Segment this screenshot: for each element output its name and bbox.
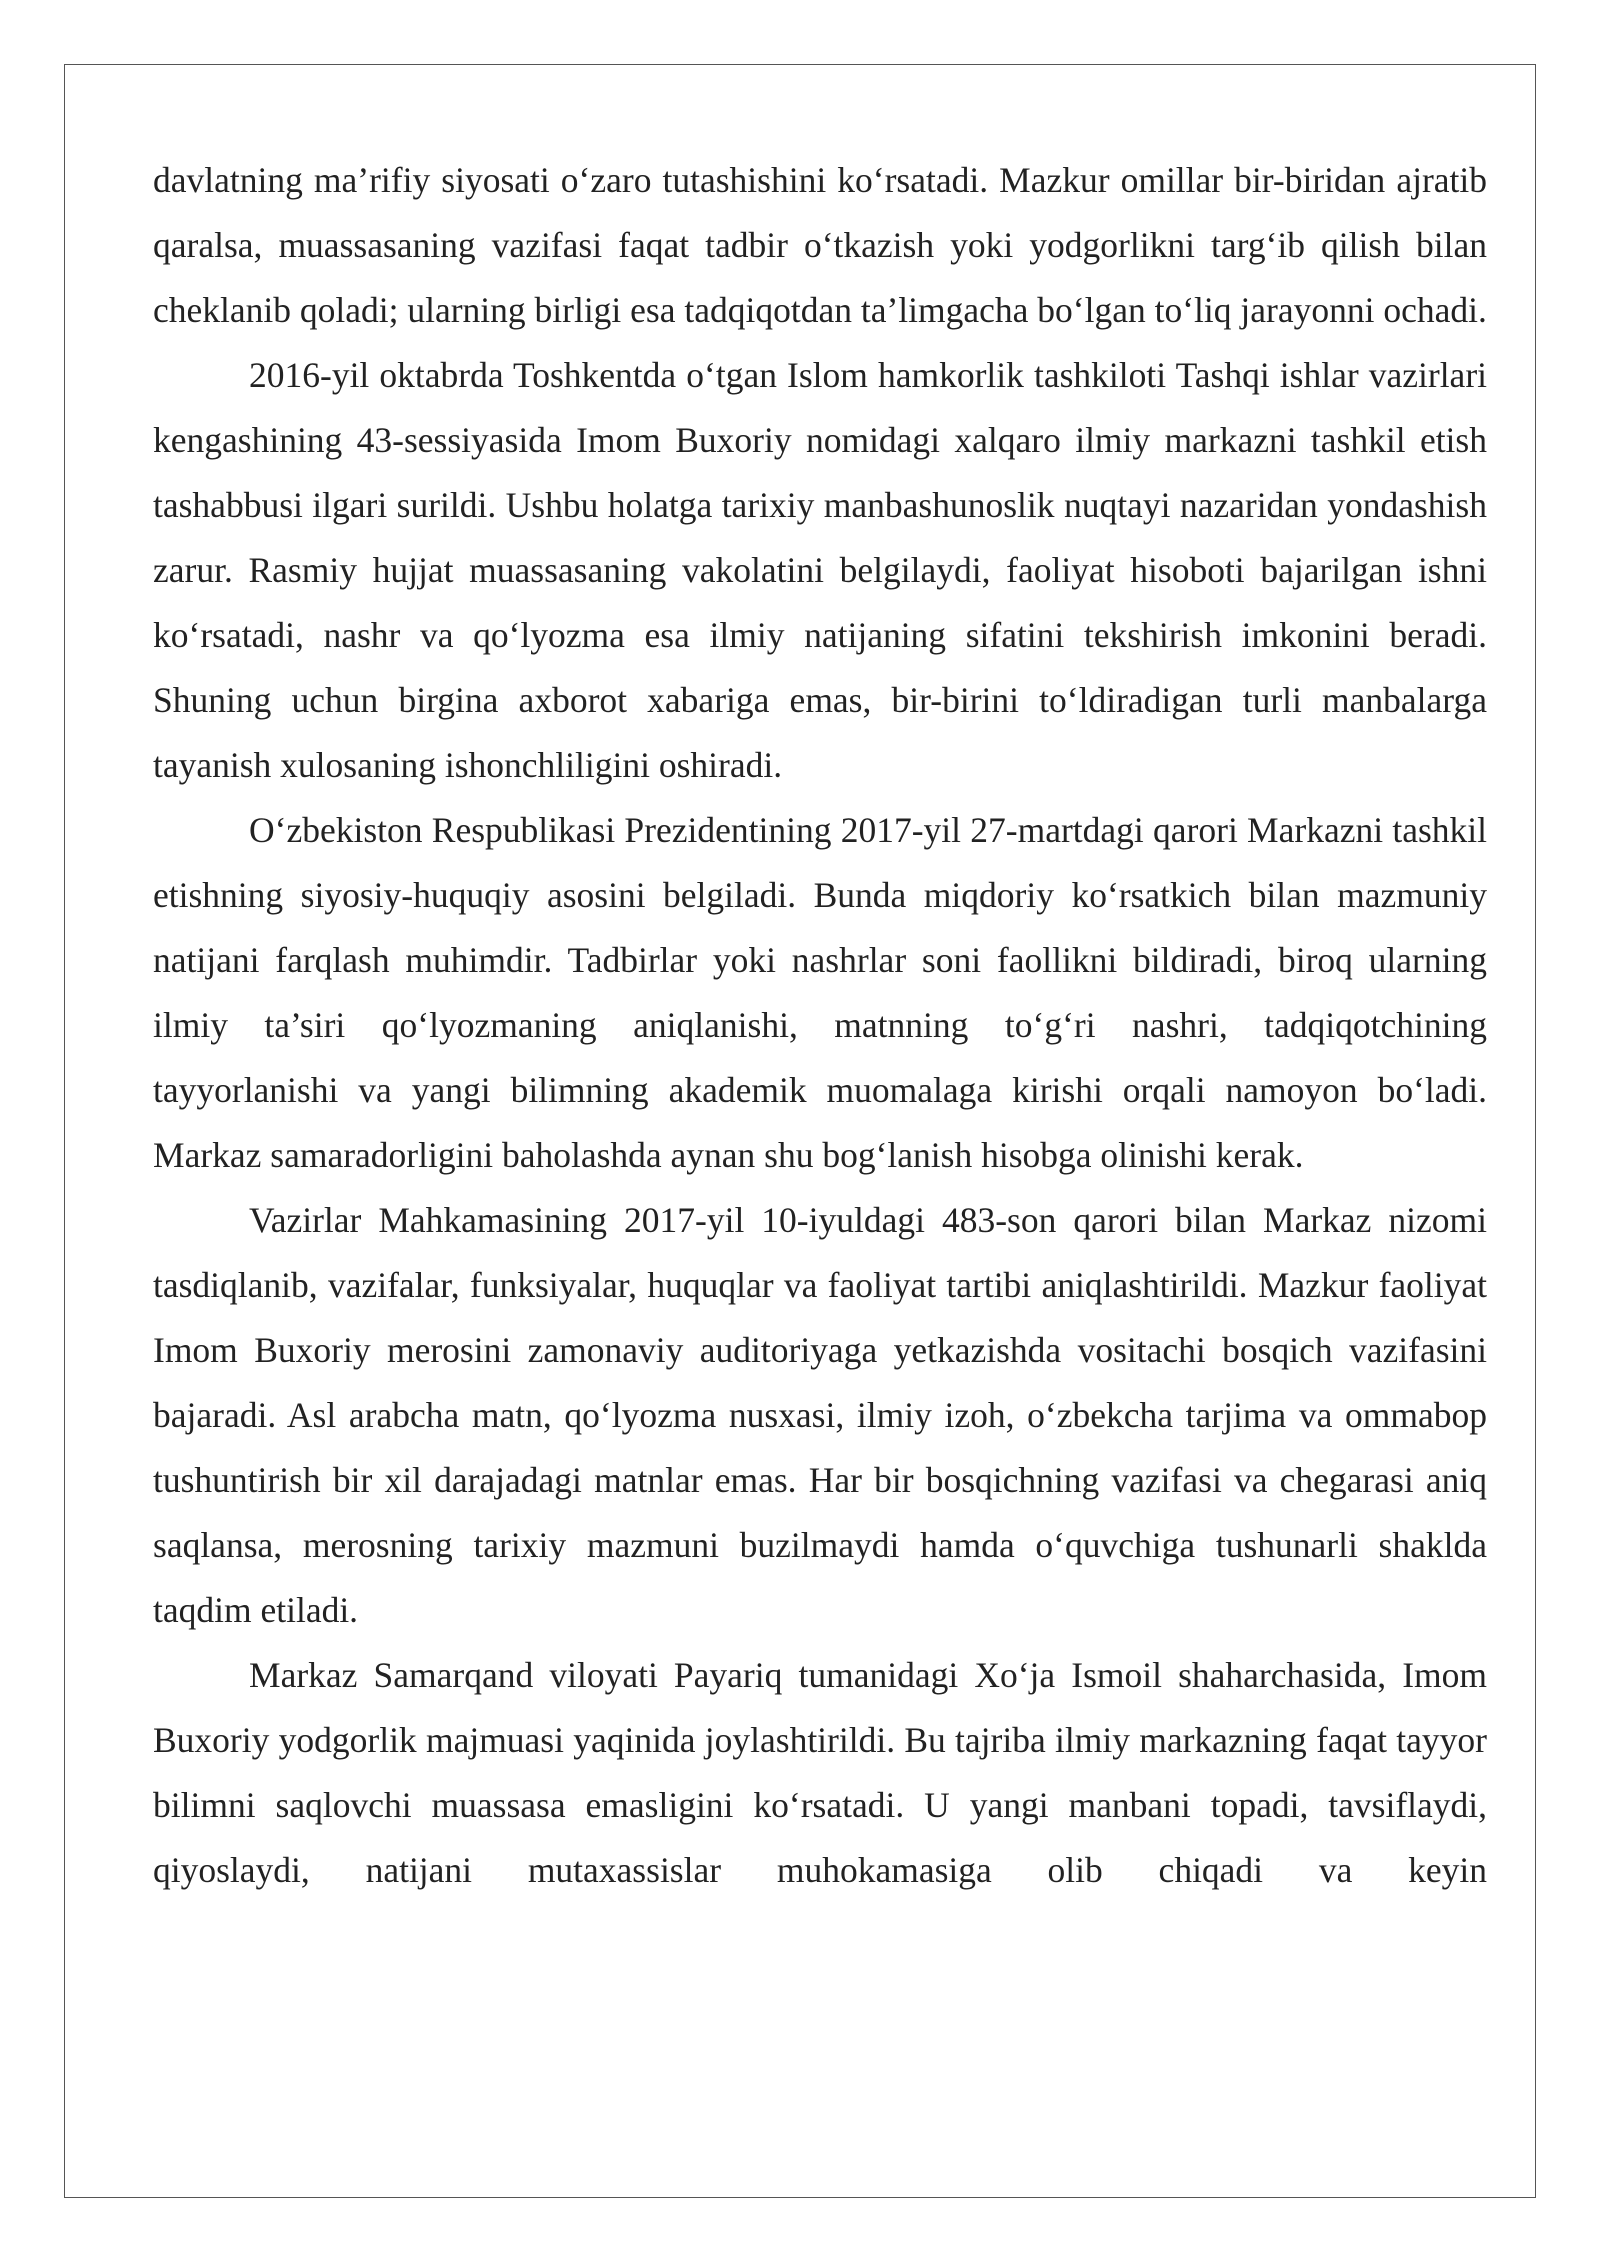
paragraph-4: Vazirlar Mahkamasining 2017-yil 10-iyuldagi 483-son qarori bilan Markaz nizomi tasdiqlanib, vazifalar, funksiyalar, huquqlar va faoliyat tartibi aniqlashtirildi. Mazkur faoliyat Imom Buxoriy merosini zamonaviy auditoriyaga yetkazishda vositachi bosqich vazifasini bajaradi. Asl arabcha matn, qo‘lyozma nusxasi, ilmiy izoh, o‘zbekcha tarjima va ommabop tushuntirish bir xil darajadagi matnlar emas. Har bir bosqichning vazifasi va chegarasi aniq saqlansa, merosning tarixiy mazmuni buzilmaydi hamda o‘quvchiga tushunarli shaklda taqdim etiladi. xyxy=(153,1200,1487,1630)
paragraph-3: O‘zbekiston Respublikasi Prezidentining 2017-yil 27-martdagi qarori Markazni tashkil etishning siyosiy-huquqiy asosini belgiladi. Bunda miqdoriy ko‘rsatkich bilan mazmuniy natijani farqlash muhimdir. Tadbirlar yoki nashrlar soni faollikni bildiradi, biroq ularning ilmiy ta’siri qo‘lyozmaning aniqlanishi, matnning to‘g‘ri nashri, tadqiqotchining tayyorlanishi va yangi bilimning akademik muomalaga kirishi orqali namoyon bo‘ladi. Markaz samaradorligini baholashda aynan shu bog‘lanish hisobga olinishi kerak. xyxy=(153,810,1487,1175)
paragraph-1: davlatning ma’rifiy siyosati o‘zaro tutashishini ko‘rsatadi. Mazkur omillar bir-biridan ajratib qaralsa, muassasaning vazifasi faqat tadbir o‘tkazish yoki yodgorlikni targ‘ib qilish bilan cheklanib qoladi; ularning birligi esa tadqiqotdan ta’limgacha bo‘lgan to‘liq jarayonni ochadi. xyxy=(153,160,1487,330)
document-body xyxy=(153,148,1487,1903)
paragraph-5: Markaz Samarqand viloyati Payariq tumanidagi Xo‘ja Ismoil shaharchasida, Imom Buxoriy yodgorlik majmuasi yaqinida joylashtirildi. Bu tajriba ilmiy markazning faqat tayyor bilimni saqlovchi muassasa emasligini ko‘rsatadi. U yangi manbani topadi, tavsiflaydi, qiyoslaydi, natijani mutaxassislar muhokamasiga olib chiqadi va keyin xyxy=(153,1655,1487,1890)
paragraph-2: 2016-yil oktabrda Toshkentda o‘tgan Islom hamkorlik tashkiloti Tashqi ishlar vazirlari kengashining 43-sessiyasida Imom Buxoriy nomidagi xalqaro ilmiy markazni tashkil etish tashabbusi ilgari surildi. Ushbu holatga tarixiy manbashunoslik nuqtayi nazaridan yondashish zarur. Rasmiy hujjat muassasaning vakolatini belgilaydi, faoliyat hisoboti bajarilgan ishni ko‘rsatadi, nashr va qo‘lyozma esa ilmiy natijaning sifatini tekshirish imkonini beradi. Shuning uchun birgina axborot xabariga emas, bir-birini to‘ldiradigan turli manbalarga tayanish xulosaning ishonchliligini oshiradi. xyxy=(153,355,1487,785)
